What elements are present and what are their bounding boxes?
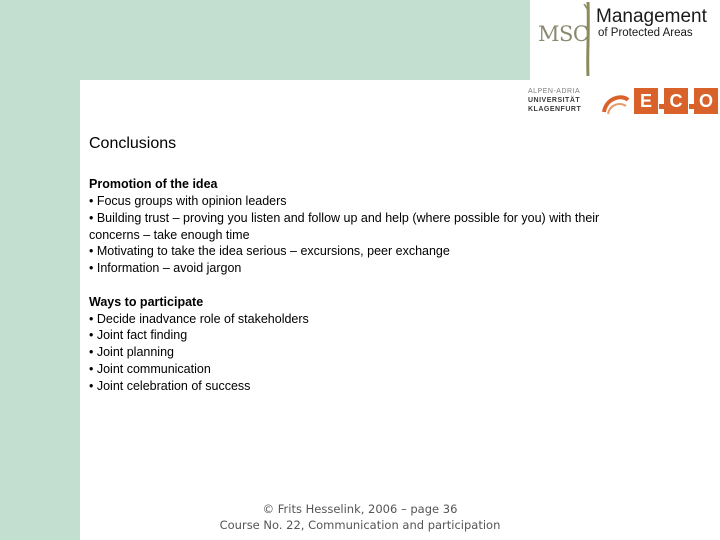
section-title-participate: Ways to participate (89, 295, 204, 309)
slide-heading: Conclusions (89, 135, 177, 152)
bullet-line: • Information – avoid jargon (89, 261, 242, 275)
university-logo-line: ALPEN-ADRIA (528, 88, 581, 95)
bullet-line: • Decide inadvance role of stakeholders (89, 312, 309, 326)
university-logo-line: KLAGENFURT (528, 106, 582, 113)
msc-logo (532, 0, 720, 80)
bullet-line: • Joint planning (89, 345, 174, 359)
footer-course: Course No. 22, Communication and participation (219, 518, 501, 532)
eco-logo-e: E (634, 88, 658, 114)
eco-logo-o: O (694, 88, 718, 114)
program-title: Management (596, 6, 707, 27)
msc-logo-text: MSC (538, 22, 589, 46)
bullet-line: • Motivating to take the idea serious – excursions, peer exchange (89, 244, 450, 258)
top-band (0, 0, 530, 80)
program-subtitle: of Protected Areas (598, 27, 693, 39)
university-logo-line: UNIVERSITÄT (528, 97, 581, 104)
eco-logo-c: C (664, 88, 688, 114)
bullet-line: • Joint fact finding (89, 328, 188, 342)
university-logo (528, 87, 594, 119)
bullet-line: • Joint communication (89, 362, 211, 376)
footer-copyright: © Frits Hesselink, 2006 – page 36 (262, 502, 458, 516)
section-title-promotion: Promotion of the idea (89, 177, 218, 191)
arc-logo-icon (600, 90, 630, 116)
bullet-line: • Building trust – proving you listen and follow up and help (where possible for you) with their (89, 211, 600, 225)
bullet-line: • Joint celebration of success (89, 379, 251, 393)
left-band (0, 80, 80, 540)
plant-stem-icon (580, 0, 596, 76)
bullet-line: concerns – take enough time (89, 228, 250, 242)
bullet-line: • Focus groups with opinion leaders (89, 194, 287, 208)
